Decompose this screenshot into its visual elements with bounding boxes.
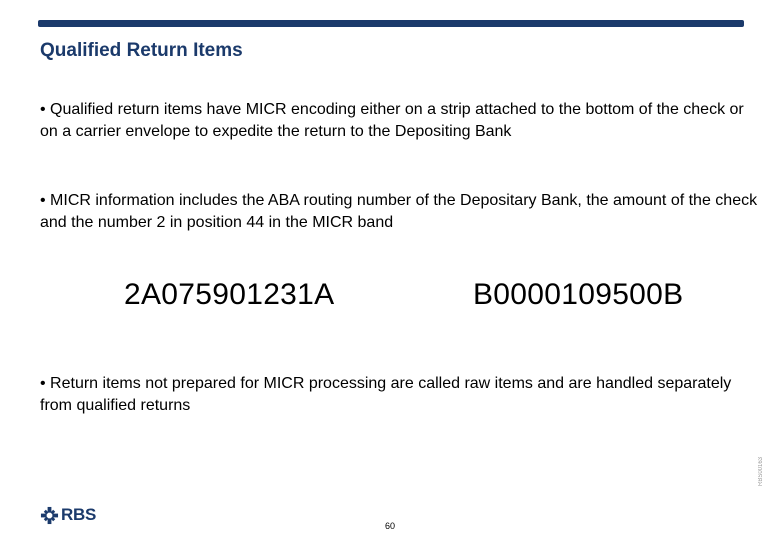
logo-text: RBS <box>61 505 96 524</box>
rbs-logo <box>40 505 96 525</box>
bullet-qualified-items: • Qualified return items have MICR encoding either on a strip attached to the bottom of the check or on a carrier envelope to expedite the return to the Depositing Bank <box>40 101 744 140</box>
page-number: 60 <box>385 521 396 531</box>
document-code: RBS00163 <box>758 456 764 486</box>
rbs-daisy-wheel-icon <box>40 506 59 525</box>
micr-routing-example: 2A075901231A <box>124 278 335 311</box>
header-rule <box>38 20 744 27</box>
slide-title: Qualified Return Items <box>40 40 243 61</box>
bullet-raw-items: • Return items not prepared for MICR processing are called raw items and are handled separately from qualified returns <box>40 375 732 414</box>
bullet-micr-information: • MICR information includes the ABA routing number of the Depositary Bank, the amount of the check and the number 2 in position 44 in the MICR band <box>40 192 758 231</box>
micr-amount-example: B0000109500B <box>473 278 684 311</box>
